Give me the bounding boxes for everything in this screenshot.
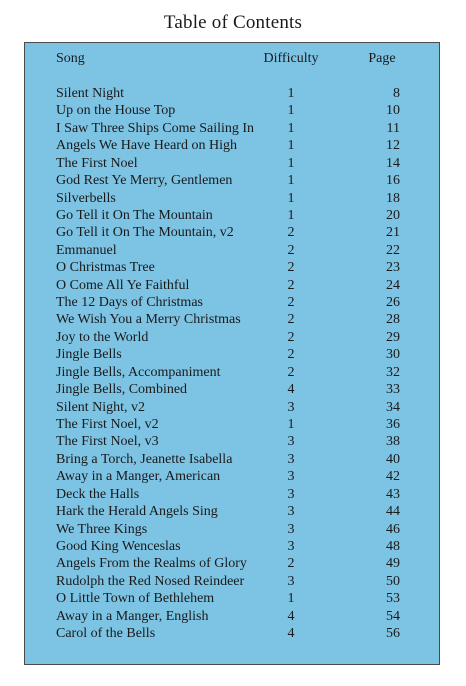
song-title: Deck the Halls [56, 486, 140, 502]
difficulty-value: 1 [287, 416, 295, 432]
page-number: 14 [386, 155, 400, 171]
difficulty-value: 3 [287, 486, 295, 502]
table-row [25, 503, 439, 521]
song-title: Jingle Bells [56, 347, 122, 363]
table-row [25, 555, 439, 573]
page-number: 44 [386, 504, 400, 520]
table-row [25, 346, 439, 364]
table-row [25, 137, 439, 155]
table-row [25, 416, 439, 434]
song-column-header: Song [56, 51, 85, 66]
song-title: The First Noel [56, 155, 138, 171]
table-row [25, 590, 439, 608]
difficulty-value: 2 [287, 242, 295, 258]
song-title: O Come All Ye Faithful [56, 277, 190, 293]
page-number: 33 [386, 382, 400, 398]
table-row [25, 381, 439, 399]
difficulty-value: 1 [287, 120, 295, 136]
song-title: Angels We Have Heard on High [56, 138, 237, 154]
page-number: 53 [386, 591, 400, 607]
difficulty-value: 2 [287, 329, 295, 345]
song-title: Go Tell it On The Mountain, v2 [56, 225, 234, 241]
difficulty-value: 2 [287, 295, 295, 311]
table-header [25, 50, 439, 68]
difficulty-value: 3 [287, 399, 295, 415]
song-title: Away in a Manger, English [56, 608, 209, 624]
difficulty-value: 2 [287, 225, 295, 241]
difficulty-value: 1 [287, 173, 295, 189]
table-row [25, 85, 439, 103]
song-title: We Three Kings [56, 521, 148, 537]
song-title: The 12 Days of Christmas [56, 295, 203, 311]
song-title: Up on the House Top [56, 103, 176, 119]
table-row [25, 329, 439, 347]
table-row [25, 451, 439, 469]
page-number: 54 [386, 608, 400, 624]
song-title: Good King Wenceslas [56, 538, 181, 554]
table-row [25, 277, 439, 295]
page-number: 20 [386, 207, 400, 223]
page-number: 29 [386, 329, 400, 345]
table-row [25, 120, 439, 138]
page-number: 11 [386, 120, 400, 136]
page-number: 10 [386, 103, 400, 119]
song-title: Hark the Herald Angels Sing [56, 504, 218, 520]
table-row [25, 468, 439, 486]
difficulty-value: 1 [287, 207, 295, 223]
difficulty-value: 1 [287, 86, 295, 101]
difficulty-value: 2 [287, 260, 295, 276]
page-number: 34 [386, 399, 400, 415]
table-row [25, 294, 439, 312]
page-number: 30 [386, 347, 400, 363]
page-number: 38 [386, 434, 400, 450]
difficulty-value: 2 [287, 312, 295, 328]
page-title: Table of Contents [163, 12, 303, 33]
table-row [25, 538, 439, 556]
difficulty-column-header: Difficulty [263, 51, 319, 66]
song-title: I Saw Three Ships Come Sailing In [56, 120, 255, 136]
page-number: 36 [386, 416, 400, 432]
song-title: Silent Night, v2 [56, 399, 146, 415]
difficulty-value: 2 [287, 347, 295, 363]
page-number: 42 [386, 469, 400, 485]
page-number: 46 [386, 521, 400, 537]
difficulty-value: 1 [287, 155, 295, 171]
song-title: Go Tell it On The Mountain [56, 207, 213, 223]
song-title: The First Noel, v2 [56, 416, 159, 432]
page-number: 22 [386, 242, 400, 258]
table-row [25, 433, 439, 451]
song-title: We Wish You a Merry Christmas [56, 312, 241, 328]
difficulty-value: 4 [287, 382, 295, 398]
page-number: 8 [393, 86, 400, 101]
table-row [25, 486, 439, 504]
difficulty-value: 3 [287, 469, 295, 485]
page-number: 40 [386, 451, 400, 467]
table-row [25, 608, 439, 626]
difficulty-value: 3 [287, 451, 295, 467]
difficulty-value: 1 [287, 190, 295, 206]
song-title: Away in a Manger, American [56, 469, 221, 485]
difficulty-value: 2 [287, 556, 295, 572]
page-column-header: Page [368, 51, 396, 66]
page-number: 32 [386, 364, 400, 380]
page-number: 28 [386, 312, 400, 328]
song-title: Emmanuel [56, 242, 117, 258]
table-row [25, 625, 439, 643]
page-number: 56 [386, 626, 400, 642]
song-title: Bring a Torch, Jeanette Isabella [56, 451, 233, 467]
difficulty-value: 2 [287, 277, 295, 293]
page-number: 21 [386, 225, 400, 241]
difficulty-value: 1 [287, 591, 295, 607]
song-title: O Christmas Tree [56, 260, 155, 276]
song-title: O Little Town of Bethlehem [56, 591, 215, 607]
page-number: 18 [386, 190, 400, 206]
page-number: 24 [386, 277, 400, 293]
page-number: 26 [386, 295, 400, 311]
table-row [25, 521, 439, 539]
page-number: 12 [386, 138, 400, 154]
table-row [25, 102, 439, 120]
difficulty-value: 3 [287, 521, 295, 537]
table-row [25, 207, 439, 225]
page-number: 43 [386, 486, 400, 502]
song-title: The First Noel, v3 [56, 434, 159, 450]
table-row [25, 242, 439, 260]
song-title: Silent Night [56, 86, 125, 101]
table-row [25, 573, 439, 591]
song-title: God Rest Ye Merry, Gentlemen [56, 173, 233, 189]
contents-table [24, 42, 440, 665]
table-row [25, 364, 439, 382]
page-number: 48 [386, 538, 400, 554]
song-title: Angels From the Realms of Glory [56, 556, 247, 572]
difficulty-value: 3 [287, 504, 295, 520]
song-title: Silverbells [56, 190, 116, 206]
table-row [25, 399, 439, 417]
page-number: 23 [386, 260, 400, 276]
song-title: Rudolph the Red Nosed Reindeer [56, 573, 245, 589]
page-number: 50 [386, 573, 400, 589]
song-title: Jingle Bells, Combined [56, 382, 188, 398]
table-row [25, 172, 439, 190]
table-row [25, 311, 439, 329]
page-number: 16 [386, 173, 400, 189]
difficulty-value: 1 [287, 103, 295, 119]
song-title: Jingle Bells, Accompaniment [56, 364, 221, 380]
table-row [25, 155, 439, 173]
song-title: Carol of the Bells [56, 626, 156, 642]
difficulty-value: 3 [287, 434, 295, 450]
table-row [25, 259, 439, 277]
difficulty-value: 4 [287, 626, 295, 642]
table-row [25, 224, 439, 242]
difficulty-value: 1 [287, 138, 295, 154]
song-title: Joy to the World [56, 329, 149, 345]
difficulty-value: 3 [287, 573, 295, 589]
difficulty-value: 3 [287, 538, 295, 554]
page-number: 49 [386, 556, 400, 572]
difficulty-value: 4 [287, 608, 295, 624]
table-row [25, 190, 439, 208]
difficulty-value: 2 [287, 364, 295, 380]
